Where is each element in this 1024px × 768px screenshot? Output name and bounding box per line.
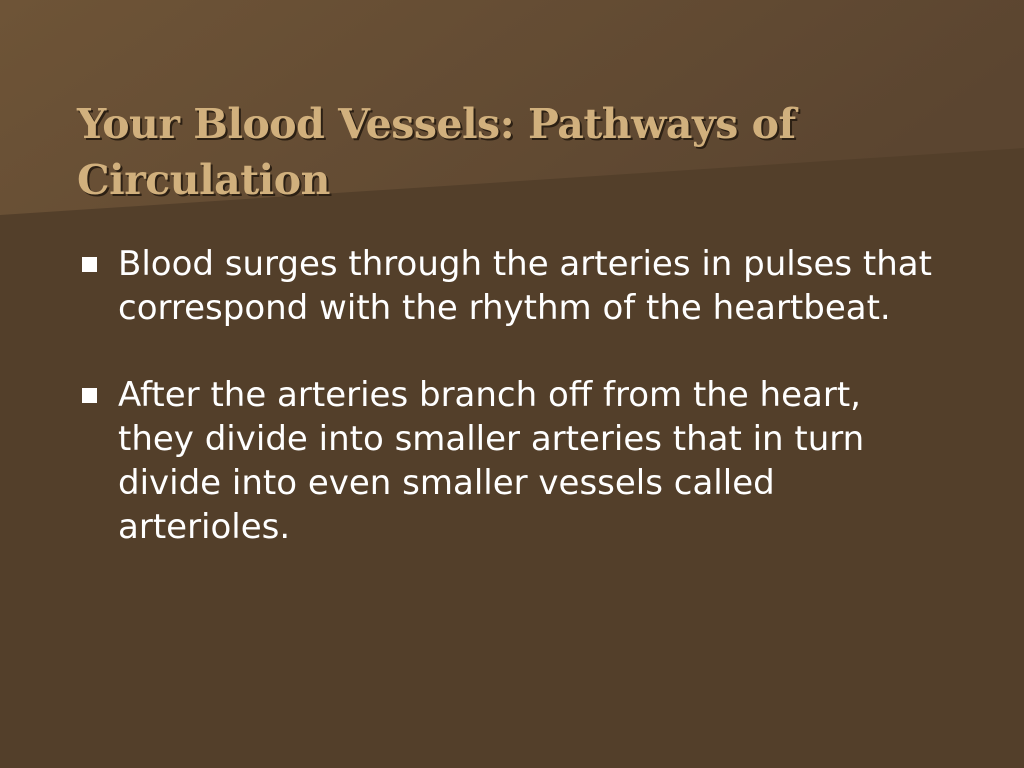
bullet-item (78, 242, 938, 330)
bullet-text: Blood surges through the arteries in pulses that correspond with the rhythm of the heartbeat. (118, 244, 932, 328)
square-bullet-icon (82, 388, 97, 403)
bullet-list (78, 242, 938, 592)
bullet-text: After the arteries branch off from the heart, they divide into smaller arteries that in turn divide into even smaller vessels called arterioles. (118, 375, 865, 547)
square-bullet-icon (82, 257, 97, 272)
bullet-item (78, 373, 938, 549)
slide-title: Your Blood Vessels: Pathways of Circulation (77, 100, 796, 204)
